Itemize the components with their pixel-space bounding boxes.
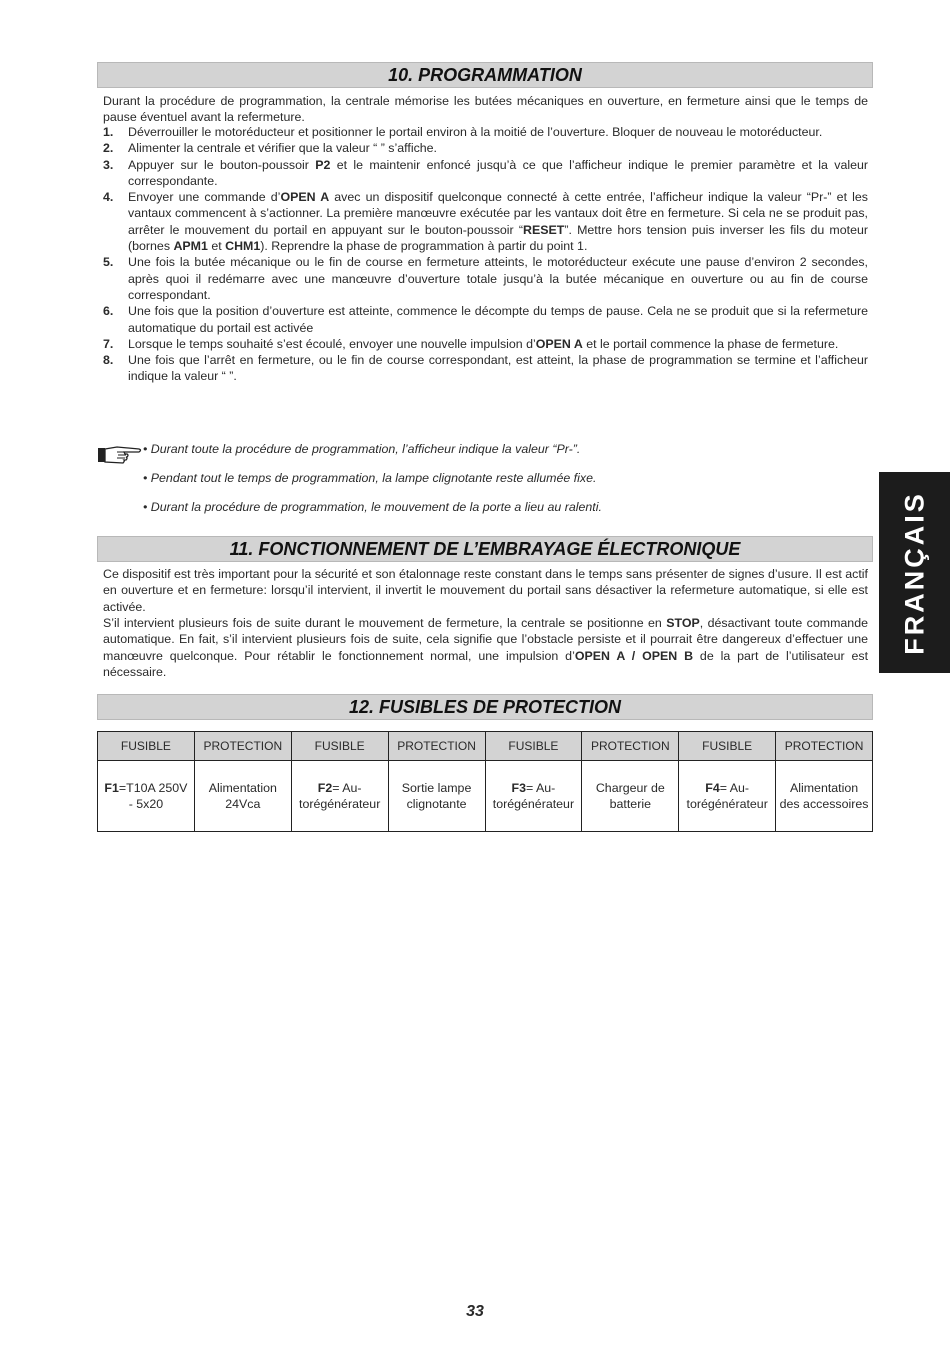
note-3: • Durant la procédure de programmation, le mouvement de la porte a lieu au ralenti. <box>143 500 602 514</box>
table-cell <box>776 761 873 832</box>
column-header: FUSIBLE <box>291 732 388 761</box>
bold-term: F3 <box>511 781 527 795</box>
text-run: Alimenter la centrale et vérifier que la valeur “ ” s’affiche. <box>128 141 437 156</box>
step-number: 4. <box>103 190 114 205</box>
column-header: FUSIBLE <box>98 732 195 761</box>
step-text <box>128 336 868 352</box>
bold-term: P2 <box>315 157 331 172</box>
step-text <box>128 124 868 140</box>
step-text <box>128 157 868 190</box>
text-run: Appuyer sur le bouton-poussoir <box>128 157 316 172</box>
list-item <box>103 157 868 190</box>
bold-term: F2 <box>317 781 333 795</box>
list-item <box>103 124 868 140</box>
column-header: FUSIBLE <box>679 732 776 761</box>
text-run: Lorsque le temps souhaité s’est écoulé, envoyer une nouvelle impulsion d’ <box>128 336 536 351</box>
pointing-hand-icon <box>97 443 143 465</box>
step-text <box>128 140 868 156</box>
text-run: de la part de l’utilisateur est nécessaire. <box>103 648 869 679</box>
step-text <box>128 189 868 254</box>
list-item <box>103 140 868 156</box>
text-run: Alimentation des accessoires <box>779 781 869 811</box>
table-cell <box>291 761 388 832</box>
list-item <box>103 336 868 352</box>
text-run: et le maintenir enfoncé jusqu’à ce que l’afficheur indique le premier paramètre et la valeur correspondante. <box>128 157 868 188</box>
text-run: et <box>207 239 226 254</box>
page-number: 33 <box>466 1303 484 1320</box>
step-text <box>128 254 868 303</box>
step-number: 3. <box>103 157 114 172</box>
column-header: PROTECTION <box>194 732 291 761</box>
text-run: Envoyer une commande d’ <box>128 190 281 205</box>
note-2: • Pendant tout le temps de programmation, la lampe clignotante reste allumée fixe. <box>143 471 597 485</box>
step-number: 6. <box>103 304 114 319</box>
list-item <box>103 254 868 303</box>
bold-term: STOP <box>666 616 700 630</box>
step-text <box>128 303 868 336</box>
section-title-embrayage: 11. FONCTIONNEMENT DE L’EMBRAYAGE ÉLECTRONIQUE <box>97 536 873 562</box>
text-run: Sortie lampe clignotante <box>401 781 472 811</box>
text-run: Une fois que la position d’ouverture est atteinte, commence le décompte du temps de pause. Cela ne se produit que si la refermeture automatique du portail est activée <box>128 304 868 335</box>
step-number: 1. <box>103 125 114 139</box>
bold-term: APM1 <box>173 239 208 254</box>
bold-term: OPEN A / OPEN B <box>574 648 694 663</box>
text-run: = Autorégénérateur <box>492 781 575 811</box>
section-title-fusibles: 12. FUSIBLES DE PROTECTION <box>97 694 873 720</box>
table-cell <box>582 761 679 832</box>
column-header: PROTECTION <box>388 732 485 761</box>
note-1: • Durant toute la procédure de programmation, l’afficheur indique la valeur “Pr-”. <box>143 442 581 456</box>
table-cell <box>194 761 291 832</box>
table-cell <box>679 761 776 832</box>
language-tab <box>879 472 950 673</box>
text-run: Une fois que l’arrêt en fermeture, ou le fin de course correspondant, est atteint, la phase de programmation se termine et l’afficheur indique la valeur “ ”. <box>128 353 868 384</box>
embrayage-paragraph-1: Ce dispositif est très important pour la sécurité et son étalonnage reste constant dans le temps sans présenter de signes d’usure. Il est actif en ouverture et en fermeture: lorsqu’il intervient, il invertit le mouvement du portail sans désactiver la refermeture automatique, si elle est activée. <box>103 567 868 614</box>
list-item <box>103 352 868 385</box>
text-run: avec un dispositif quelconque connecté à cette entrée, l’afficheur indique la valeur “Pr-” et les vantaux commencent à s’actionner. La première manœuvre exécutée par les vantaux doit être en fermeture. Si cela ne se produit pas, arrêter le mouvement du portail en appuyant sur le bouton-poussoir “ <box>128 190 868 237</box>
text-run: Alimentation 24Vca <box>208 781 277 811</box>
column-header: PROTECTION <box>776 732 873 761</box>
text-run: ”. Mettre hors tension puis inverser les fils du moteur (bornes <box>128 222 868 254</box>
step-number: 7. <box>103 336 114 351</box>
column-header: PROTECTION <box>582 732 679 761</box>
bold-term: F4 <box>705 781 720 795</box>
text-run: Une fois la butée mécanique ou le fin de course en fermeture atteints, le motoréducteur exécute une pause d’environ 2 secondes, après quoi il redémarre avec une manœuvre d’ouverture totale jusqu’à la butée mécanique en ouverture ou au fin de course correspondant. <box>128 255 868 302</box>
list-item <box>103 189 868 254</box>
text-run: ). Reprendre la phase de programmation à partir du point 1. <box>260 239 588 254</box>
text-run: = Autorégénérateur <box>686 781 768 811</box>
text-run: Déverrouiller le motoréducteur et positionner le portail environ à la moitié de l’ouverture. Bloquer de nouveau le motoréducteur. <box>128 125 823 139</box>
table-cell <box>98 761 195 832</box>
table-cell <box>485 761 582 832</box>
programmation-steps <box>103 124 868 385</box>
column-header: FUSIBLE <box>485 732 582 761</box>
text-run: Chargeur de batterie <box>595 781 665 811</box>
language-label: FRANÇAIS <box>899 490 929 655</box>
step-text <box>128 352 868 385</box>
step-number: 5. <box>103 255 114 270</box>
step-number: 8. <box>103 353 114 368</box>
section-title-programmation: 10. PROGRAMMATION <box>97 62 873 88</box>
text-run: = Autorégénérateur <box>299 781 381 811</box>
text-run: et le portail commence la phase de fermeture. <box>582 336 839 351</box>
bold-term: OPEN A <box>280 190 330 205</box>
table-cell <box>388 761 485 832</box>
embrayage-paragraph-2 <box>103 615 868 680</box>
bold-term: OPEN A <box>535 336 583 351</box>
table-header-row <box>98 732 873 761</box>
text-run: , désactivant toute commande automatique. En fait, s’il intervient plusieurs fois de suite, cela signifie que l’obstacle persiste et il pourrait être dangereux d’effectuer une manœuvre quelconque. Pour rétablir le fonctionnement normal, une impulsion d’ <box>103 616 868 663</box>
bold-term: RESET <box>523 222 565 237</box>
bold-term: F1 <box>104 781 119 795</box>
step-number: 2. <box>103 141 114 156</box>
text-run: =T10A 250V - 5x20 <box>118 781 188 811</box>
list-item <box>103 303 868 336</box>
fuses-table <box>97 731 873 832</box>
table-row <box>98 761 873 832</box>
text-run: S’il intervient plusieurs fois de suite durant le mouvement de fermeture, la centrale se positionne en <box>103 616 667 630</box>
programmation-intro: Durant la procédure de programmation, la centrale mémorise les butées mécaniques en ouverture, en fermeture ainsi que le temps de pause éventuel avant la refermeture. <box>103 94 868 125</box>
bold-term: CHM1 <box>225 239 261 254</box>
